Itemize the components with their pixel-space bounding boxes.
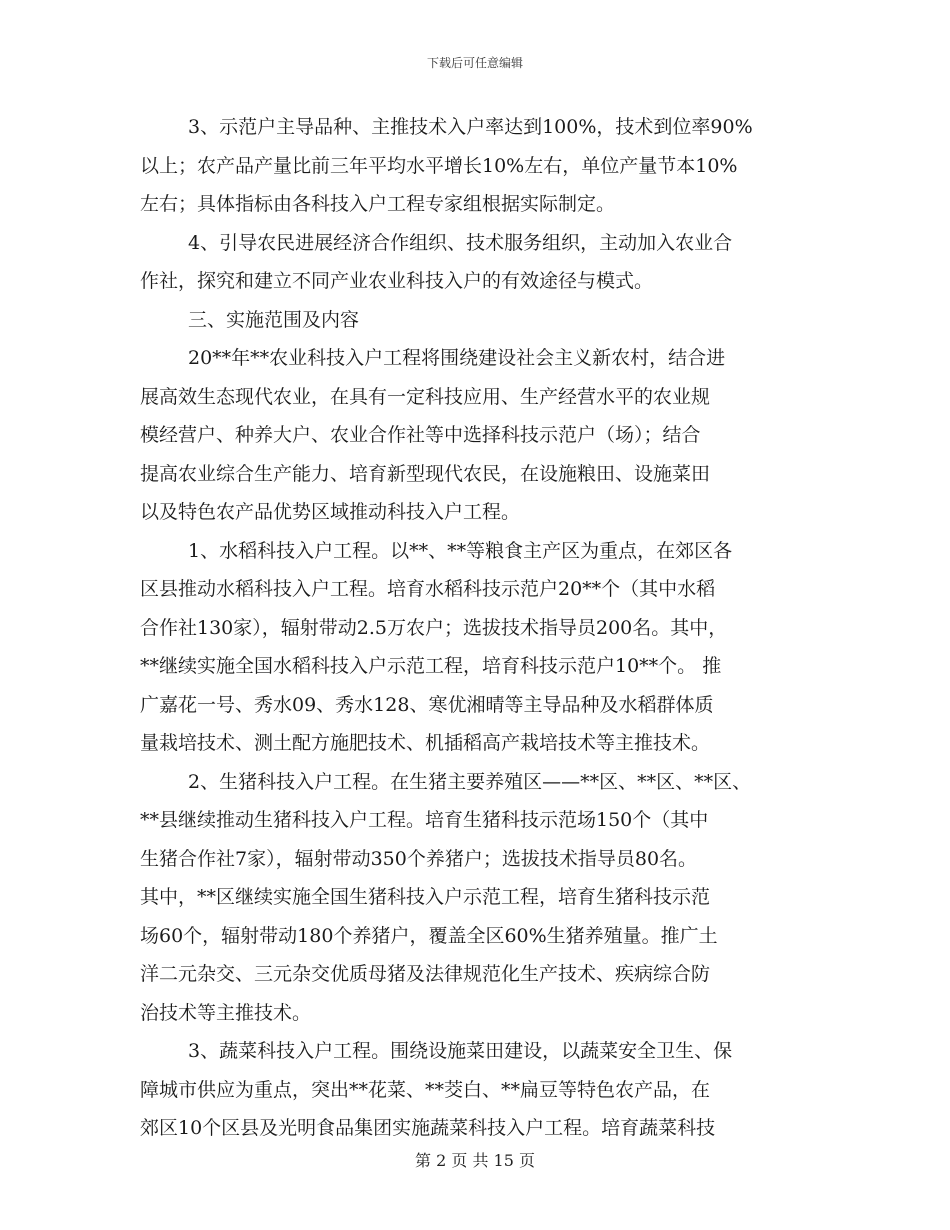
text-line: 3、示范户主导品种、主推技术入户率达到100%，技术到位率90% [188, 116, 753, 138]
page-header: 下载后可任意编辑 [426, 56, 523, 70]
text-line: 合作社130家），辐射带动2.5万农户；选拔技术指导员200名。其中， [140, 616, 728, 639]
text-line: 展高效生态现代农业，在具有一定科技应用、生产经营水平的农业规 [140, 385, 711, 408]
text-line: 左右；具体指标由各科技入户工程专家组根据实际制定。 [140, 193, 616, 215]
document-body [140, 108, 820, 1148]
text-line: 障城市供应为重点，突出**花菜、**茭白、**扁豆等特色农产品，在 [140, 1078, 711, 1101]
page-footer: 第 2 页 共 15 页 [415, 1151, 535, 1170]
text-line: 以及特色农产品优势区域推动科技入户工程。 [140, 501, 521, 523]
text-line: 4、引导农民进展经济合作组织、技术服务组织，主动加入农业合 [188, 231, 733, 254]
text-line: 区县推动水稻科技入户工程。培育水稻科技示范户20**个（其中水稻 [140, 578, 716, 600]
text-line: **县继续推动生猪科技入户工程。培育生猪科技示范场150个（其中 [140, 809, 709, 831]
text-line: 广嘉花一号、秀水09、秀水128、寒优湘晴等主导品种及水稻群体质 [140, 693, 714, 716]
text-line: 量栽培技术、测土配方施肥技术、机插稻高产栽培技术等主推技术。 [140, 732, 711, 754]
text-line: 治技术等主推技术。 [140, 1001, 312, 1024]
text-line: 提高农业综合生产能力、培育新型现代农民，在设施粮田、设施菜田 [140, 462, 711, 485]
text-line: **继续实施全国水稻科技入户示范工程，培育科技示范户10**个。 推 [140, 655, 722, 677]
section-heading: 三、实施范围及内容 [188, 308, 360, 331]
text-line: 洋二元杂交、三元杂交优质母猪及法律规范化生产技术、疾病综合防 [140, 963, 711, 985]
text-line: 3、蔬菜科技入户工程。围绕设施菜田建设，以蔬菜安全卫生、保 [188, 1040, 733, 1062]
text-line: 生猪合作社7家），辐射带动350个养猪户；选拔技术指导员80名。 [140, 847, 698, 870]
text-line: 场60个，辐射带动180个养猪户，覆盖全区60%生猪养殖量。推广土 [140, 924, 718, 947]
text-line: 其中，**区继续实施全国生猪科技入户示范工程，培育生猪科技示范 [140, 886, 711, 908]
text-line: 1、水稻科技入户工程。以**、**等粮食主产区为重点，在郊区各 [188, 539, 733, 562]
text-line: 作社，探究和建立不同产业农业科技入户的有效途径与模式。 [140, 270, 654, 292]
text-line: 以上；农产品产量比前三年平均水平增长10%左右，单位产量节本10% [140, 154, 738, 177]
text-line: 20**年**农业科技入户工程将围绕建设社会主义新农村，结合进 [188, 347, 726, 369]
text-line: 2、生猪科技入户工程。在生猪主要养殖区——**区、**区、**区、 [188, 770, 752, 793]
text-line: 模经营户、种养大户、农业合作社等中选择科技示范户（场）；结合 [140, 424, 701, 446]
text-line: 郊区10个区县及光明食品集团实施蔬菜科技入户工程。培育蔬菜科技 [140, 1117, 716, 1139]
